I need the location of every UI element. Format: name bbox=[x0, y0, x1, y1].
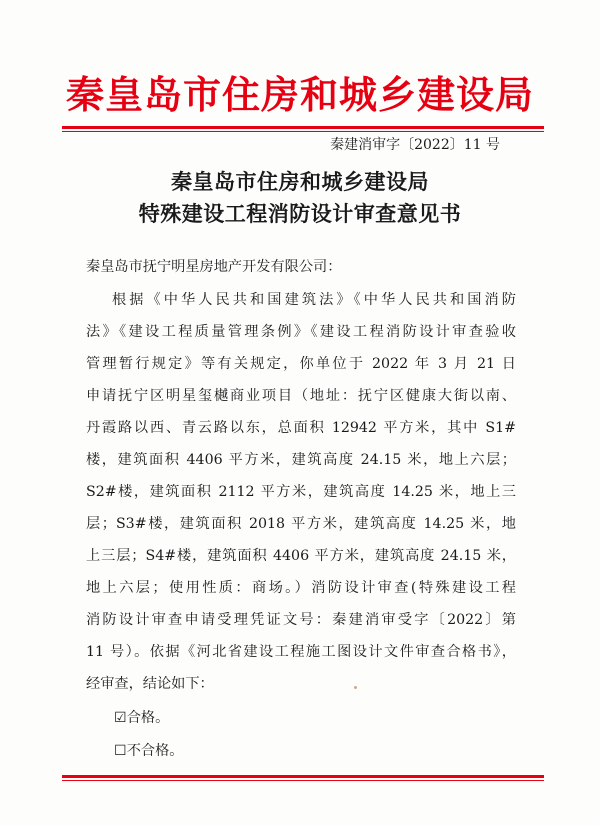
option-pass-label: 合格。 bbox=[126, 710, 170, 726]
body-line-9: 上三层；S4#楼，建筑面积 4406 平方米，建筑高度 24.15 米， bbox=[86, 548, 516, 564]
body-line-11: 消防设计审查申请受理凭证文号：秦建消审受字〔2022〕第 bbox=[86, 612, 516, 628]
body-line-3: 管理暂行规定》等有关规定，你单位于 2022 年 3 月 21 日 bbox=[86, 356, 516, 372]
body-line-1: 根据《中华人民共和国建筑法》《中华人民共和国消防 bbox=[112, 292, 516, 308]
header-rule-thin bbox=[62, 131, 544, 132]
document-number: 秦建消审字〔2022〕11 号 bbox=[330, 137, 500, 153]
header-rule-thick bbox=[62, 126, 544, 129]
footer-rule-thin bbox=[62, 780, 544, 781]
body-line-12: 11 号）。依据《河北省建设工程施工图设计文件审查合格书》， bbox=[86, 644, 516, 660]
body-line-8: 层；S3#楼，建筑面积 2018 平方米，建筑高度 14.25 米，地 bbox=[86, 516, 516, 532]
checkbox-checked-icon: ☑ bbox=[114, 710, 127, 726]
body-line-2: 法》《建设工程质量管理条例》《建设工程消防设计审查验收 bbox=[86, 324, 516, 340]
checkbox-unchecked-icon: ☐ bbox=[114, 743, 127, 759]
body-line-6: 楼，建筑面积 4406 平方米，建筑高度 24.15 米，地上六层； bbox=[86, 452, 516, 468]
body-line-5: 丹霞路以西、青云路以东，总面积 12942 平方米，其中 S1# bbox=[86, 420, 516, 436]
body-line-13: 经审查，结论如下： bbox=[86, 676, 214, 692]
option-pass bbox=[114, 707, 169, 727]
agency-letterhead: 秦皇岛市住房和城乡建设局 bbox=[65, 72, 534, 117]
body-line-7: S2#楼，建筑面积 2112 平方米，建筑高度 14.25 米，地上三 bbox=[86, 484, 516, 500]
body-line-4: 申请抚宁区明星玺樾商业项目（地址：抚宁区健康大街以南、 bbox=[86, 388, 516, 404]
scan-speck bbox=[354, 686, 357, 689]
title-line-1: 秦皇岛市住房和城乡建设局 bbox=[171, 169, 429, 194]
option-fail-label: 不合格。 bbox=[126, 743, 184, 759]
body-line-10: 地上六层；使用性质：商场。）消防设计审查(特殊建设工程 bbox=[86, 580, 516, 596]
option-fail bbox=[114, 740, 184, 760]
title-line-2: 特殊建设工程消防设计审查意见书 bbox=[138, 201, 462, 226]
addressee: 秦皇岛市抚宁明星房地产开发有限公司： bbox=[86, 259, 342, 275]
footer-rule-thick bbox=[62, 775, 544, 778]
